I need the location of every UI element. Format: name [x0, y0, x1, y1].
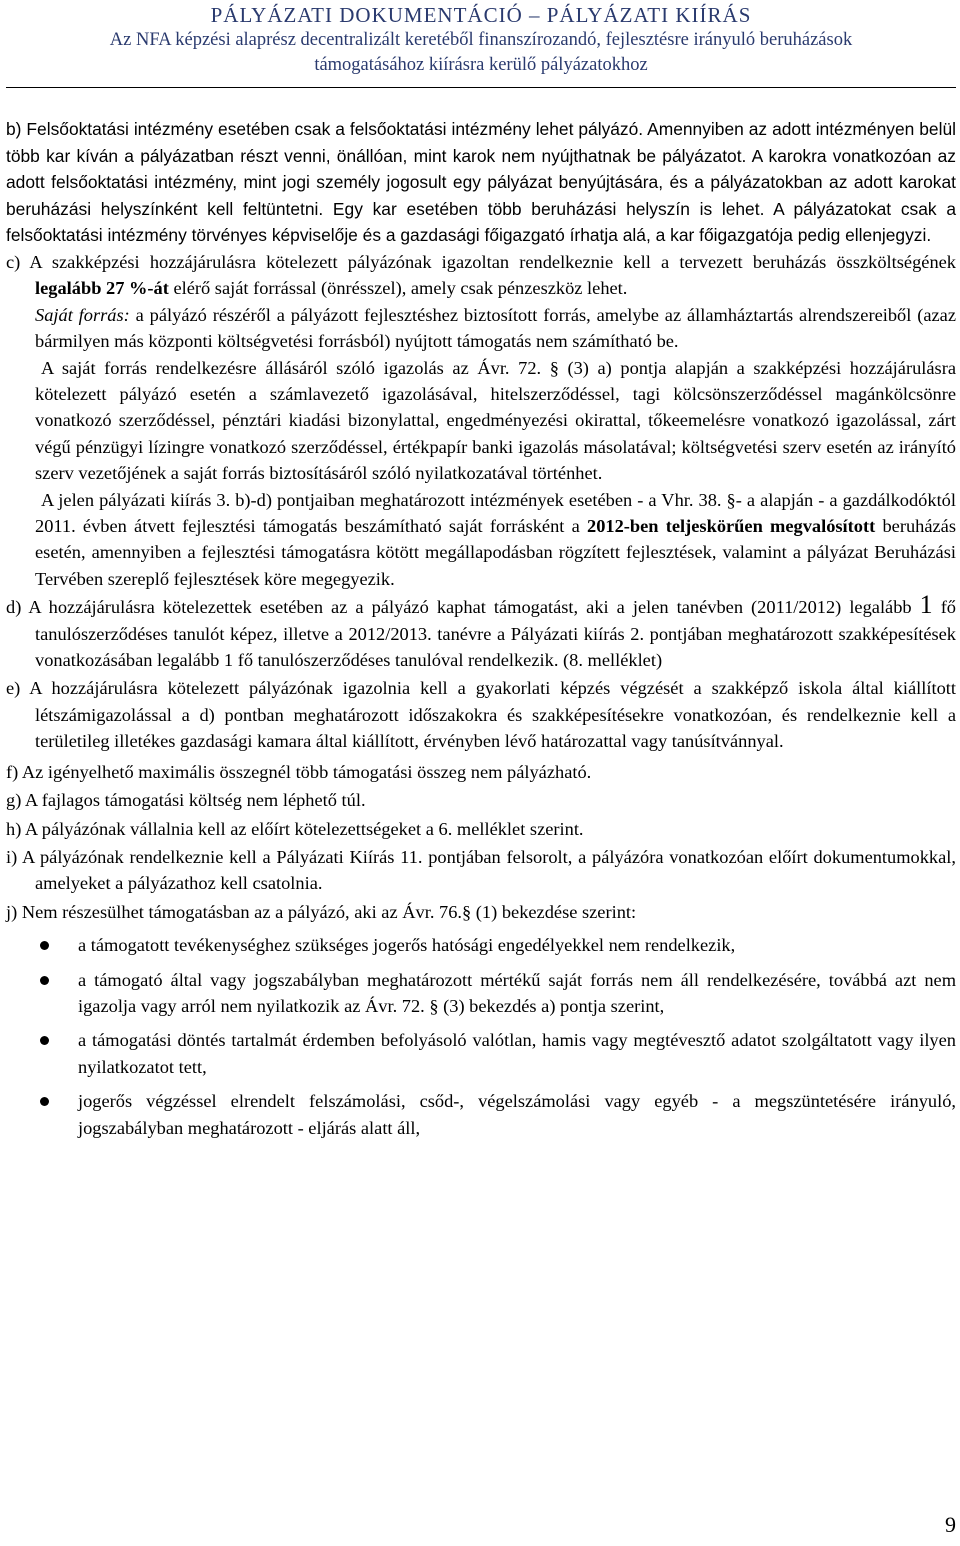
- item-j-intro: j) Nem részesülhet támogatásban az a pályázó, aki az Ávr. 76.§ (1) bekezdése szerint:: [6, 901, 637, 922]
- document-body: [6, 116, 956, 1141]
- item-b: b) Felsőoktatási intézmény esetében csak a felsőoktatási intézmény lehet pályázó. Amennyiben az adott intézményen belül több kar kíván a pályázatban részt venni, önállóan, mint karok nem nyújthatnak be pályázatot. A karokra vonatkozóan az adott felsőoktatási intézmény, mint jogi személy jogosult egy pályázat benyújtására, és a pályázatokban az adott karokat beruházási helyszínként kell feltüntetni. Egy kar esetében több beruházási helyszín is lehet. A pályázatokat csak a felsőoktatási intézmény törvényes képviselője és a gazdasági főigazgató írhatja alá, a kar főigazgatója pedig ellenjegyzi.: [6, 119, 956, 246]
- bullet-text: a támogató által vagy jogszabályban meghatározott mértékű saját forrás nem áll rendelkezésére, továbbá azt nem igazolja vagy arról nem nyilatkozik az Ávr. 72. § (3) bekezdés a) pontja szerint,: [78, 969, 956, 1016]
- bullet-item: [6, 932, 956, 958]
- item-c-paragraph-3: [6, 487, 956, 593]
- item-c-bold: legalább 27 %-át: [35, 278, 169, 299]
- bullet-dot-icon: [40, 976, 49, 985]
- own-source-text: a pályázó részéről a pályázott fejlesztéshez biztosított forrás, amelybe az államháztartás alrendszereiből (azaz bármilyen más központi költségvetési forrásból) nyújtott támogatás nem számítható be.: [35, 304, 956, 352]
- item-d-post: fő tanulószerződéses tanulót képez, illetve a 2012/2013. tanévre a Pályázati kiírás 2. pontjában meghatározott szakképesítések vonatkozásában legalább 1 fő tanulószerződéses tanulóval rendelkezik. (8. melléklet): [35, 597, 957, 671]
- item-c-p3-post: beruházás esetén, amennyiben a fejlesztési támogatásra kötött megállapodásban rögzített fejlesztések, valamint a pályázat Beruházási Tervében szereplő fejlesztések köre megegyezik.: [35, 516, 956, 589]
- bullet-item: [6, 1088, 956, 1141]
- item-g: g) A fajlagos támogatási költség nem léphető túl.: [6, 790, 366, 811]
- item-c-text-pre: c) A szakképzési hozzájárulásra kötelezett pályázónak igazoltan rendelkeznie kell a tervezett beruházás összköltségének: [6, 251, 956, 272]
- header-title: PÁLYÁZATI DOKUMENTÁCIÓ – PÁLYÁZATI KIÍRÁS: [210, 3, 752, 27]
- bullet-item: [6, 967, 956, 1020]
- header-subtitle-line1: Az NFA képzési alaprész decentralizált keretéből finanszírozandó, fejlesztésre irányuló beruházások: [109, 30, 853, 50]
- item-d: [6, 590, 957, 673]
- item-f: f) Az igényelhető maximális összegnél több támogatási összeg nem pályázható.: [6, 761, 592, 782]
- item-d-pre: d) A hozzájárulásra kötelezettek esetében az a pályázó kaphat támogatást, aki a jelen tanévben (2011/2012) legalább: [6, 597, 920, 618]
- own-source-definition: [6, 302, 956, 355]
- page-number: 9: [945, 1512, 956, 1537]
- item-c-p3-bold: 2012-ben teljeskörűen megvalósított: [587, 516, 876, 537]
- item-i: i) A pályázónak rendelkeznie kell a Pályázati Kiírás 11. pontjában felsorolt, a pályázóra vonatkozóan előírt dokumentumokkal, amelyeket a pályázathoz kell csatolnia.: [6, 846, 956, 894]
- item-e: e) A hozzájárulásra kötelezett pályázónak igazolnia kell a gyakorlati képzés végzését a szakképző iskola által kiállított létszámigazolással a d) pontban meghatározott időszakokra és szakképesítésekre vonatkozóan, és rendelkeznie kell a területileg illetékes gazdasági kamara által kiállított, érvényben lévő határozattal vagy tanúsítvánnyal.: [6, 678, 956, 752]
- bullet-dot-icon: [40, 1036, 49, 1045]
- bullet-dot-icon: [40, 1097, 49, 1106]
- item-c: [6, 249, 956, 302]
- item-h: h) A pályázónak vállalnia kell az előírt kötelezettségeket a 6. melléklet szerint.: [6, 818, 584, 839]
- bullet-text: jogerős végzéssel elrendelt felszámolási, csőd-, végelszámolási vagy egyéb - a megszüntetésére irányuló, jogszabályban meghatározott - eljárás alatt áll,: [78, 1091, 956, 1138]
- item-d-big-number: 1: [919, 590, 933, 620]
- bullet-text: a támogatott tevékenységhez szükséges jogerős hatósági engedélyekkel nem rendelkezik,: [78, 935, 736, 956]
- item-c-p3-pre: A jelen pályázati kiírás 3. b)-d) pontjaiban meghatározott intézmények esetében - a Vhr. 38. §- a alapján - a gazdálkodóktól 2011. évben átvett fejlesztési támogatás beszámítható saját forrásként a: [35, 489, 956, 537]
- bullet-item: [6, 1027, 956, 1080]
- header-divider: [6, 87, 956, 88]
- own-source-label: Saját forrás:: [35, 304, 130, 325]
- item-c-paragraph-2: A saját forrás rendelkezésre állásáról szóló igazolás az Ávr. 72. § (3) a) pontja alapján a szakképzési hozzájárulásra kötelezett pályázó esetén a számlavezető igazolásával, hitelszerződéssel, tagi kölcsönszerződéssel magánkölcsönre vonatkozó szerződéssel, pénztári kiadási bizonylattal, engedményezési okirattal, tőkeemelésre vonatkozó igazolással, zárt végű pénzügyi lízingre vonatkozó szerződéssel, értékpapír banki igazolás másolatával; költségvetési szerv esetén az irányító szerv vezetőjének a saját forrás biztosításáról szóló nyilatkozatával történhet.: [35, 357, 956, 484]
- item-j-bullet-list: [6, 932, 956, 1141]
- bullet-dot-icon: [40, 941, 49, 950]
- page-header: [6, 0, 956, 78]
- item-c-text-post: elérő saját forrással (önrésszel), amely csak pénzeszköz lehet.: [168, 278, 628, 299]
- header-subtitle-line2: támogatásához kiírásra kerülő pályázatokhoz: [314, 55, 648, 75]
- bullet-text: a támogatási döntés tartalmát érdemben befolyásoló valótlan, hamis vagy megtévesztő adatot szolgáltatott vagy ilyen nyilatkozatot tett,: [78, 1030, 956, 1077]
